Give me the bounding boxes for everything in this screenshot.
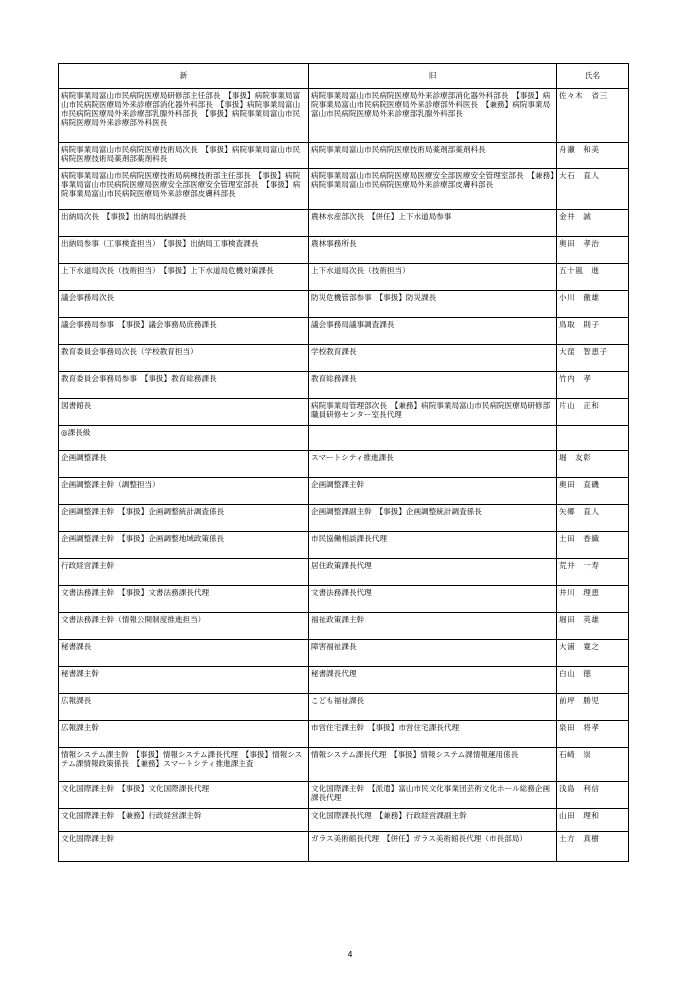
name-cell: 鳥取 則子 (557, 318, 629, 345)
old-position-cell: 市民協働相談課長代理 (309, 532, 557, 559)
name-cell: 浅島 利信 (557, 782, 629, 809)
new-position-cell: 企画調整課主幹（調整担当） (59, 478, 309, 505)
table-row (59, 478, 629, 505)
new-position-cell: 行政経営課主幹 (59, 559, 309, 586)
old-position-cell: 農林水産部次長 【併任】上下水道局参事 (309, 210, 557, 237)
table-row (59, 559, 629, 586)
name-cell: 前坪 勝児 (557, 694, 629, 721)
table-row (59, 586, 629, 613)
table-row (59, 345, 629, 372)
old-position-cell: 学校教育課長 (309, 345, 557, 372)
table-row (59, 372, 629, 399)
new-position-cell: 教育委員会事務局次長（学校教育担当） (59, 345, 309, 372)
name-cell: 堀田 英雄 (557, 613, 629, 640)
old-position-cell: 情報システム課長代理 【事扱】情報システム課情報運用係長 (309, 748, 557, 782)
name-cell: 大浦 寛之 (557, 640, 629, 667)
name-cell: 矢郷 直人 (557, 505, 629, 532)
new-position-cell: 出納局次長 【事扱】出納局出納課長 (59, 210, 309, 237)
old-position-cell: 居住政策課長代理 (309, 559, 557, 586)
table-row (59, 237, 629, 264)
new-position-cell: 出納局参事（工事検査担当） 【事扱】出納局工事検査課長 (59, 237, 309, 264)
personnel-change-table (58, 63, 629, 862)
new-position-cell: 企画調整課長 (59, 451, 309, 478)
page-number: 4 (347, 950, 353, 959)
old-position-cell: スマートシティ推進課長 (309, 451, 557, 478)
old-position-cell: 教育総務課長 (309, 372, 557, 399)
old-position-cell: 農林事務所長 (309, 237, 557, 264)
name-cell: 片山 正和 (557, 399, 629, 426)
new-position-cell: 議会事務局参事 【事扱】議会事務局庶務課長 (59, 318, 309, 345)
new-position-cell: 病院事業局富山市民病院医療技術局病棟技術部主任部長 【事扱】病院事業局富山市民病院医療局医療安全部医療安全管理室部長 【事扱】病院事業局富山市民病院医療局外来診療部皮膚科部長 (59, 169, 309, 210)
old-position-cell (309, 426, 557, 451)
name-cell: 佐々木 省三 (557, 89, 629, 143)
name-cell: 大窪 智恵子 (557, 345, 629, 372)
name-cell: 舟瀬 和美 (557, 143, 629, 169)
old-position-cell: 障害福祉課長 (309, 640, 557, 667)
new-position-cell: 文書法務課主幹 【事扱】文書法務課長代理 (59, 586, 309, 613)
new-position-cell: 病院事業局富山市民病院医療技術局次長 【事扱】病院事業局富山市民病院医療技術局薬剤部薬剤科長 (59, 143, 309, 169)
table-row (59, 89, 629, 143)
table-row (59, 505, 629, 532)
table-row (59, 143, 629, 169)
old-position-cell: 福祉政策課主幹 (309, 613, 557, 640)
name-cell (557, 426, 629, 451)
name-cell: 奥田 孝治 (557, 237, 629, 264)
table-row (59, 832, 629, 862)
table-row (59, 532, 629, 559)
old-position-cell: 秘書課長代理 (309, 667, 557, 694)
old-position-cell: 上下水道局次長（技術担当） (309, 264, 557, 291)
new-position-cell: 文化国際課主幹 【兼務】行政経営課主幹 (59, 809, 309, 832)
name-cell: 荒井 一寿 (557, 559, 629, 586)
old-position-cell: 防災危機管部参事 【事扱】防災課長 (309, 291, 557, 318)
new-position-cell: 企画調整課主幹 【事扱】企画調整統計調査係長 (59, 505, 309, 532)
table-row (59, 210, 629, 237)
name-cell: 大石 直人 (557, 169, 629, 210)
new-position-cell: 広報課主幹 (59, 721, 309, 748)
new-position-cell: 文化国際課主幹 【事扱】文化国際課長代理 (59, 782, 309, 809)
new-position-cell: 情報システム課主幹 【事扱】情報システム課長代理 【事扱】情報システム課情報政策係長 【兼務】スマートシティ推進課主査 (59, 748, 309, 782)
table-row (59, 399, 629, 426)
name-cell: 五十嵐 進 (557, 264, 629, 291)
table-row (59, 721, 629, 748)
table-row (59, 318, 629, 345)
name-cell: 奥田 直磯 (557, 478, 629, 505)
name-cell: 土田 香織 (557, 532, 629, 559)
table-row (59, 809, 629, 832)
header-new: 新 (59, 64, 309, 89)
new-position-cell: 文化国際課主幹 (59, 832, 309, 862)
table-row (59, 169, 629, 210)
table-row (59, 426, 629, 451)
new-position-cell: 教育委員会事務局参事 【事扱】教育総務課長 (59, 372, 309, 399)
name-cell: 小川 徹雄 (557, 291, 629, 318)
new-position-cell: 病院事業局富山市民病院医療局研修部主任部長 【事扱】病院事業局富山市民病院医療局外来診療部消化器外科部長 【事扱】病院事業局富山市民病院医療局外来診療部乳腺外科部長 【事扱】病院事業局富山市民病院医療局外来診療部外科医長 (59, 89, 309, 143)
name-cell: 金井 誠 (557, 210, 629, 237)
table-row (59, 667, 629, 694)
old-position-cell: ガラス美術館長代理 【併任】ガラス美術館長代理（市長部局） (309, 832, 557, 862)
old-position-cell: 議会事務局議事調査課長 (309, 318, 557, 345)
old-position-cell: 病院事業局富山市民病院医療局医療安全部医療安全管理室部長 【兼務】病院事業局富山市民病院医療局外来診療部皮膚科部長 (309, 169, 557, 210)
old-position-cell: 病院事業局富山市民病院医療局外来診療部消化器外科部長 【事扱】病院事業局富山市民病院医療局外来診療部外科医長 【兼務】病院事業局富山市民病院医療局外来診療部乳腺外科部長 (309, 89, 557, 143)
old-position-cell: 文化国際課主幹 【派遣】富山市民文化事業団芸術文化ホール総務企画課長代理 (309, 782, 557, 809)
old-position-cell: 病院事業局管理部次長 【兼務】病院事業局富山市民病院医療局研修部職員研修センター室長代理 (309, 399, 557, 426)
old-position-cell: 文化国際課長代理 【兼務】行政経営課副主幹 (309, 809, 557, 832)
table-row (59, 640, 629, 667)
name-cell: 土方 真樹 (557, 832, 629, 862)
new-position-cell: 企画調整課主幹 【事扱】企画調整地域政策係長 (59, 532, 309, 559)
old-position-cell: 市営住宅課主幹 【事扱】市営住宅課長代理 (309, 721, 557, 748)
old-position-cell: こども福祉課長 (309, 694, 557, 721)
header-name: 氏名 (557, 64, 629, 89)
old-position-cell: 文書法務課長代理 (309, 586, 557, 613)
table-row (59, 264, 629, 291)
name-cell: 堀 友彰 (557, 451, 629, 478)
table-row (59, 748, 629, 782)
table-row (59, 694, 629, 721)
new-position-cell: 上下水道局次長（技術担当） 【事扱】上下水道局危機対策課長 (59, 264, 309, 291)
name-cell: 井川 理恵 (557, 586, 629, 613)
old-position-cell: 企画調整課主幹 (309, 478, 557, 505)
name-cell: 石崎 崇 (557, 748, 629, 782)
new-position-cell: 広報課長 (59, 694, 309, 721)
new-position-cell: 文書法務課主幹（情報公開制度推進担当） (59, 613, 309, 640)
table-header-row (59, 64, 629, 89)
name-cell: 泉田 将孝 (557, 721, 629, 748)
name-cell: 白山 徳 (557, 667, 629, 694)
new-position-cell: ◎課長級 (59, 426, 309, 451)
name-cell: 竹内 孝 (557, 372, 629, 399)
name-cell: 山田 理和 (557, 809, 629, 832)
new-position-cell: 図書館長 (59, 399, 309, 426)
old-position-cell: 病院事業局富山市民病院医療技術局薬剤部薬剤科長 (309, 143, 557, 169)
table-row (59, 782, 629, 809)
new-position-cell: 議会事務局次長 (59, 291, 309, 318)
old-position-cell: 企画調整課副主幹 【事扱】企画調整統計調査係長 (309, 505, 557, 532)
new-position-cell: 秘書課長 (59, 640, 309, 667)
table-row (59, 613, 629, 640)
new-position-cell: 秘書課主幹 (59, 667, 309, 694)
table-row (59, 291, 629, 318)
table-row (59, 451, 629, 478)
header-old: 旧 (309, 64, 557, 89)
